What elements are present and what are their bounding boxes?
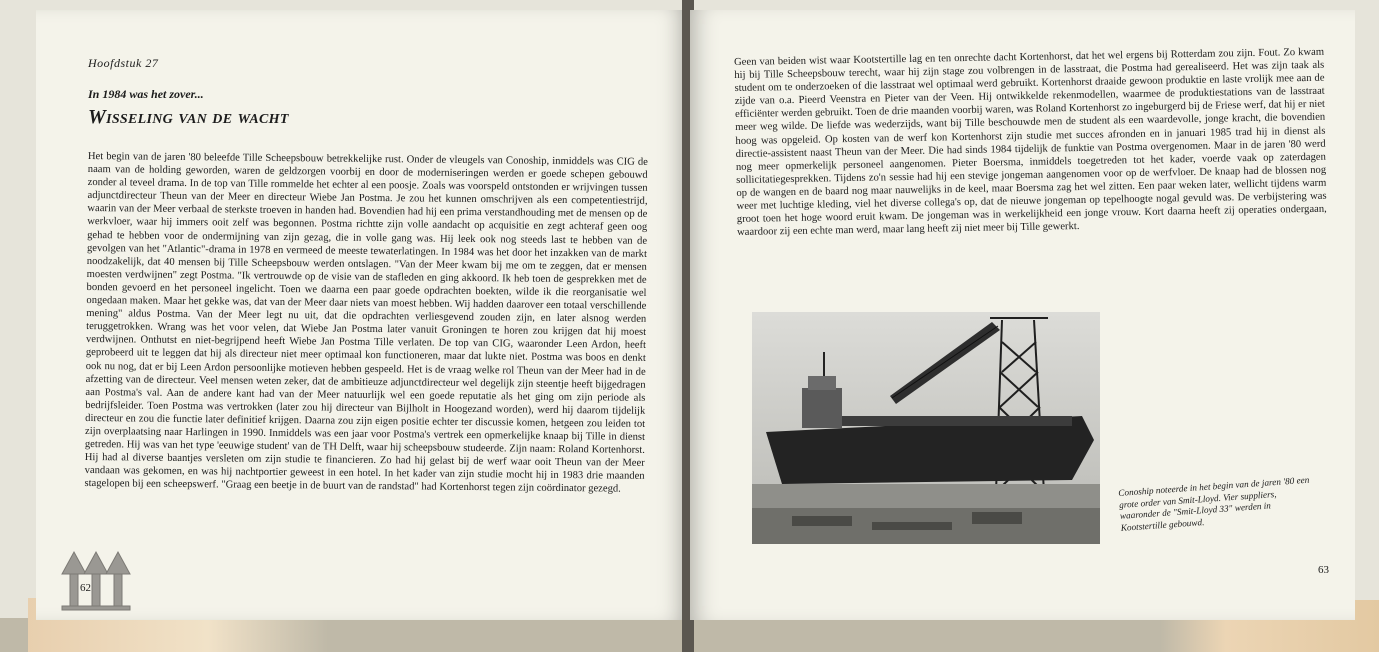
right-body-text: Geen van beiden wist waar Kootstertille lag en ten onrechte dacht Kortenhorst, dat het wel ergens bij Rotterdam zou zijn. Fout. Zo kwam hij bij Tille Scheepsbouw terecht, waar hij zijn stage zou volbrengen in de lasstraat, die Postma had gerealiseerd. Het was zijn taak als student om te onderzoeken of die lasstraat wel optimaal werd gebruikt. Kortenhorst draaide gewoon produktie en laste vrolijk mee aan de zijde van o.a. Pieerd Veenstra en Pieter van der Veen. Hij ontwikkelde rekenmodellen, waarmee de produktiestations van de lasstraat efficiënter werden gebruikt. Toen de drie maanden voorbij waren, was Roland Kortenhorst zo ingeburgerd bij de Friese werf, dat hij er niet meer weg wilde. De liefde was wederzijds, want bij Tille beschouwde men de student als een waardevolle, jonge kracht, die bovendien hoog was opgeleid. Op kosten van de werf kon Kortenhorst zijn studie met succes afronden en in januari 1985 trad hij in dienst als directie-assistent naast Theun van der Meer. Die had sinds 1984 tijdelijk de funktie van Postma overgenomen. Maar in de jaren '80 werd nog meer opmerkelijk personeel aangenomen. Pieter Boersma, inmiddels toegetreden tot het kader, voerde vaak op zaterdagen sollicitatiegesprekken. Tijdens zo'n sessie had hij een stevige jongeman aangenomen voor op de werfvloer. De knaap had de blossen nog op de wangen en de baard nog maar nauwelijks in de keel, maar Boersma zag het wel zitten. Een paar weken later, wellicht tijdens warm weer met luchtige kleding, viel het diverse collega's op, dat de nieuwe jongeman op tepelhoogte nogal gevuld was. De verbijstering was groot toen het hoge woord eruit kwam. De jongeman was in werkelijkheid een jonge vrouw. Kort daarna heeft zij operaties ondergaan, waardoor zij een echte man werd, maar lang heeft zij niet meer bij Tille gewerkt. [734, 46, 1327, 239]
left-page [36, 10, 687, 620]
page-number-left: 62 [80, 582, 91, 594]
chapter-label: Hoofdstuk 27 [88, 56, 159, 70]
article-title: Wisseling van de wacht [88, 106, 289, 128]
triangle-logo-icon [58, 546, 134, 616]
article-kicker: In 1984 was het zover... [88, 87, 204, 101]
photo-caption: Conoship noteerde in het begin van de jaren '80 een grote order van Smit-Lloyd. Vier suppliers, waaronder de "Smit-Lloyd 33" werden in Kootstertille gebouwd. [1118, 474, 1310, 533]
left-body-text: Het begin van de jaren '80 beleefde Tille Scheepsbouw betrekkelijke rust. Onder de vleugels van Conoship, inmiddels was CIG de naam van de holding geworden, waren de geldzorgen voorbij en door de moderniseringen werden er goede schepen gebouwd zonder al teveel drama. In de top van Tille rommelde het echter al een poosje. Zoals was voorspeld ontstonden er wrijvingen tussen adjunctdirecteur Theun van der Meer en directeur Wiebe Jan Postma. Je zou het kunnen omschrijven als een competentiestrijd, waarin van der Meer verbaal de sterkste troeven in handen had. Bovendien had hij een prima verstandhouding met de mensen op de werkvloer, waar hij immers ooit zelf was begonnen. Postma richtte zijn volle aandacht op acquisitie en zegt achteraf geen oog gehad te hebben voor de ondermijning van zijn gezag, die in volle gang was. Hij leek ook nog steeds last te hebben van de gevolgen van het "Atlantic"-drama in 1978 en vermeed de meeste tewaterlatingen. In 1984 was het door het inzakken van de markt noodzakelijk, dat 40 mensen bij Tille Scheepsbouw werden ontslagen. "Van der Meer kwam bij me om te zeggen, dat er mensen moesten verdwijnen" zegt Postma. "Ik vertrouwde op de visie van de stafleden en ging akkoord. Ik heb toen de gesprekken met de bonden gevoerd en het personeel ingelicht. Toen we daarna een paar goede opdrachten boekten, wilde ik die reorganisatie wel ongedaan maken. Maar het gekke was, dat van der Meer daar niets van moest hebben. Wij hadden daarover een totaal verschillende mening" aldus Postma. Van der Meer legt nu uit, dat die opdrachten verliesgevend zouden zijn, en later alsnog werden teruggetrokken. Wrang was het voor velen, dat Wiebe Jan Postma later vanuit Groningen te horen zou krijgen dat hij moest verdwijnen. Onthutst en niet-begrijpend heeft Wiebe Jan Postma Tille verlaten. De top van CIG, waaronder Leen Ardon, heeft geprobeerd uit te leggen dat hij als directeur niet meer optimaal kon functioneren, maar dat lukte niet. Postma was boos en denkt ook nu nog, dat er bij Leen Ardon persoonlijke motieven hebben gespeeld. Het is de vraag welke rol Theun van der Meer had in de afzetting van de directeur. Veel mensen weten zeker, dat de ambitieuze adjunctdirecteur wel degelijk zijn steentje heeft bijgedragen aan Postma's val. Aan de andere kant had van der Meer natuurlijk wel een goede reputatie als het ging om zijn periode als bedrijfsleider. Toen Postma was vertrokken (later zou hij directeur van Bijlholt in Hoogezand worden), werd hij daarom tijdelijk directeur en zou die functie later definitief krijgen. Daarna zou zijn eigen positie echter ter discussie komen, hetgeen zou leiden tot zijn overplaatsing naar Harlingen in 1990. Inmiddels was een jaar voor Postma's vertrek een opmerkelijke knaap bij Tille in dienst getreden. Hij was van het type 'eeuwige student' van de TH Delft, waar hij scheepsbouw studeerde. Zijn naam: Roland Kortenhorst. Hij had al diverse baantjes versleten om zijn studie te financieren. Zo had hij gelast bij de werf waar ooit Theun van der Meer vandaan was gekomen, en was hij nachtportier geweest in een hotel. In het kader van zijn studie mocht hij in 1983 drie maanden stagelopen bij een scheepswerf. "Graag een beetje in de buurt van de randstad" had Kortenhorst tegen zijn coördinator gezegd. [84, 150, 648, 495]
shipyard-photo [752, 312, 1100, 544]
page-number-right: 63 [1318, 564, 1329, 576]
right-page [690, 10, 1355, 620]
